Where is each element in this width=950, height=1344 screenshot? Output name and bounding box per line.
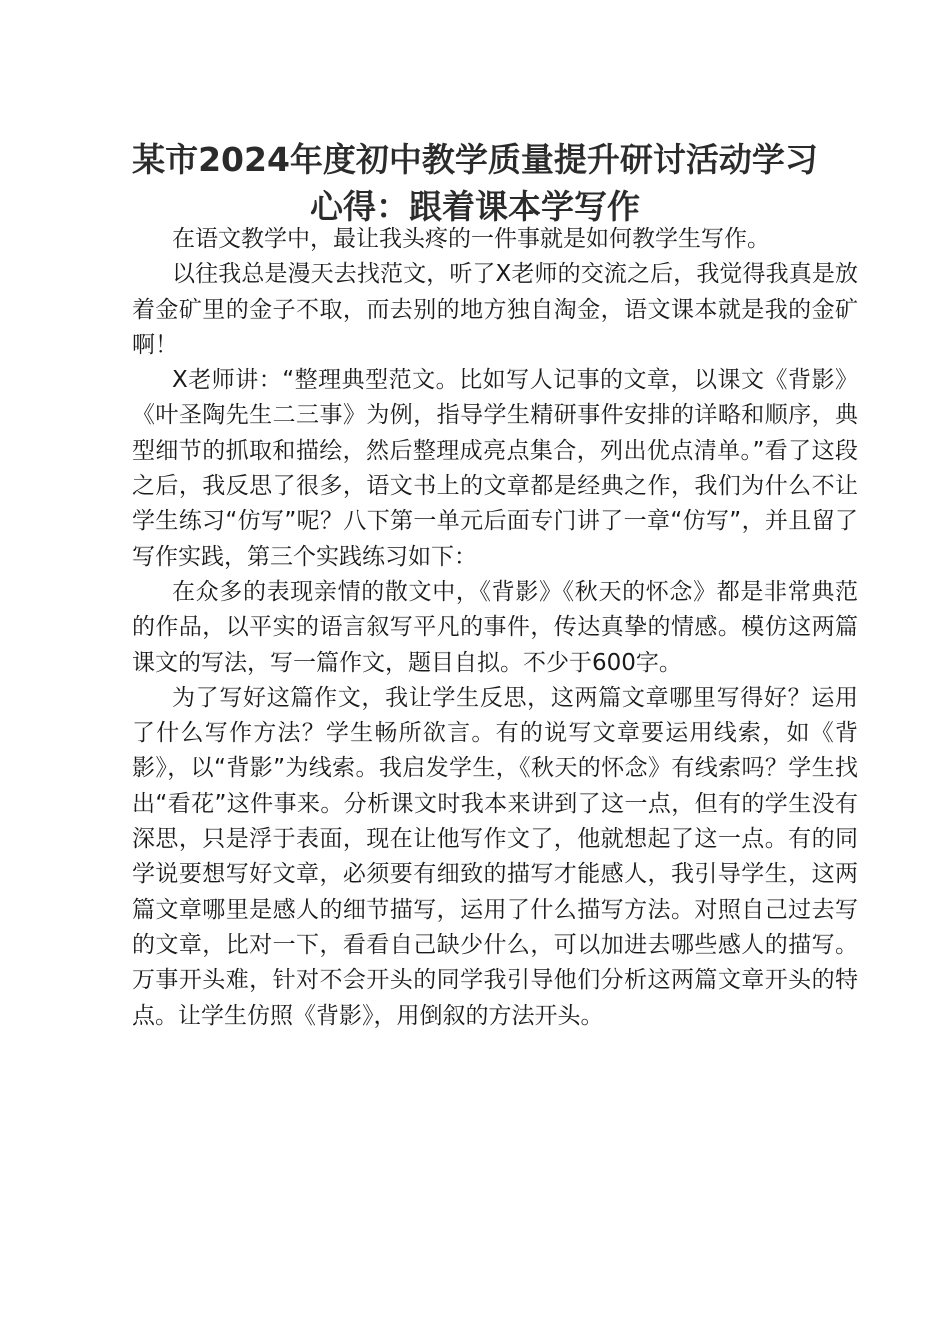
document-title: 某市2024年度初中教学质量提升研讨活动学习心得：跟着课本学写作 — [132, 140, 818, 226]
paragraph-1: 在语文教学中，最让我头疼的一件事就是如何教学生写作。 — [172, 226, 770, 252]
paragraph-2: 以往我总是漫天去找范文，听了X老师的交流之后，我觉得我真是放着金矿里的金子不取，而去别的地方独自淘金，语文课本就是我的金矿啊！ — [132, 261, 858, 358]
paragraph-3: X老师讲：“整理典型范文。比如写人记事的文章，以课文《背影》《叶圣陶先生二三事》为例，指导学生精研事件安排的详略和顺序，典型细节的抓取和描绘，然后整理成亮点集合，列出优点清单。”看了这段之后，我反思了很多，语文书上的文章都是经典之作，我们为什么不让学生练习“仿写”呢？八下第一单元后面专门讲了一章“仿写”，并且留了写作实践，第三个实践练习如下： — [132, 367, 858, 570]
paragraph-5: 为了写好这篇作文，我让学生反思，这两篇文章哪里写得好？运用了什么写作方法？学生畅所欲言。有的说写文章要运用线索，如《背影》，以“背影”为线索。我启发学生，《秋天的怀念》有线索吗？学生找出“看花”这件事来。分析课文时我本来讲到了这一点，但有的学生没有深思，只是浮于表面，现在让他写作文了，他就想起了这一点。有的同学说要想写好文章，必须要有细致的描写才能感人，我引导学生，这两篇文章哪里是感人的细节描写，运用了什么描写方法。对照自己过去写的文章，比对一下，看看自己缺少什么，可以加进去哪些感人的描写。万事开头难，针对不会开头的同学我引导他们分析这两篇文章开头的特点。让学生仿照《背影》，用倒叙的方法开头。 — [132, 684, 858, 1029]
document-body — [132, 222, 858, 1034]
paragraph-4: 在众多的表现亲情的散文中，《背影》《秋天的怀念》都是非常典范的作品，以平实的语言叙写平凡的事件，传达真挚的情感。模仿这两篇课文的写法，写一篇作文，题目自拟。不少于600字。 — [132, 578, 858, 676]
